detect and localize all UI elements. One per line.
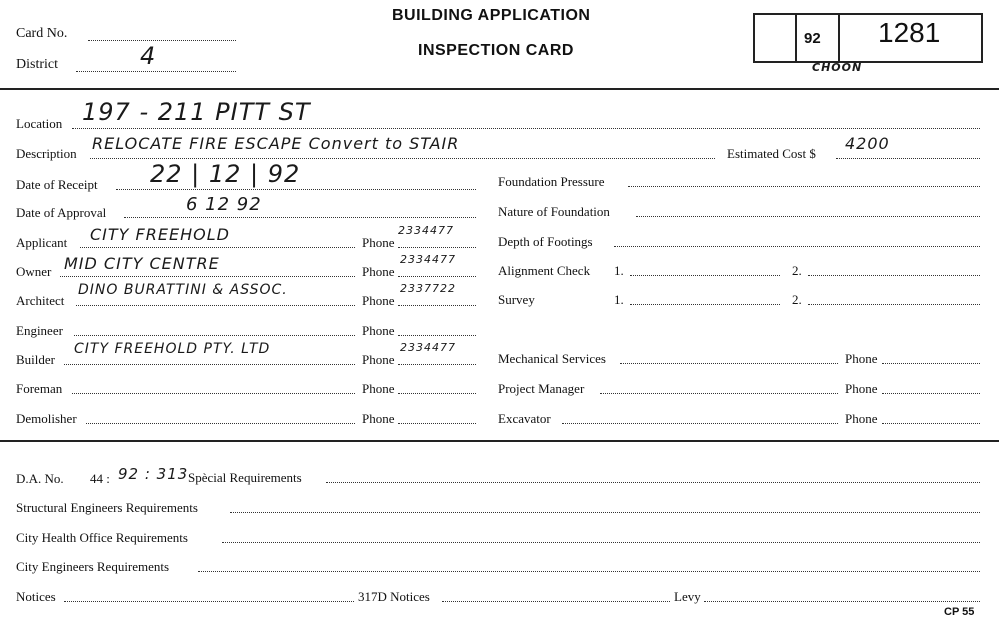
project-manager-field[interactable]	[600, 393, 838, 394]
middle-rule	[0, 440, 999, 442]
location-value: 197 - 211 PITT ST	[82, 98, 311, 126]
mechanical-field[interactable]	[620, 363, 838, 364]
depth-footings-field[interactable]	[614, 246, 980, 247]
date-receipt-field[interactable]	[116, 189, 476, 190]
city-engineers-field[interactable]	[198, 571, 980, 572]
levy-field[interactable]	[704, 601, 980, 602]
box-divider-2	[838, 13, 840, 61]
project-manager-phone-label: Phone	[845, 381, 878, 396]
initials: CHOON	[812, 61, 863, 74]
alignment-num-2: 2.	[792, 263, 802, 278]
box-divider-1	[795, 13, 797, 61]
excavator-label: Excavator	[498, 411, 551, 426]
foreman-label: Foreman	[16, 381, 63, 396]
foreman-phone-label: Phone	[362, 381, 395, 396]
applicant-phone-label: Phone	[362, 235, 395, 250]
description-value: RELOCATE FIRE ESCAPE Convert to STAIR	[92, 134, 460, 153]
date-approval-value: 6 12 92	[186, 194, 262, 215]
engineer-phone-label: Phone	[362, 323, 395, 338]
notices-label: Notices	[16, 589, 56, 604]
date-approval-label: Date of Approval	[16, 205, 107, 220]
structural-field[interactable]	[230, 512, 980, 513]
district-value: 4	[140, 42, 157, 70]
project-manager-phone-field[interactable]	[882, 393, 980, 394]
architect-value: DINO BURATTINI & ASSOC.	[78, 282, 288, 298]
architect-phone-value: 2337722	[400, 282, 456, 295]
builder-phone-value: 2334477	[400, 341, 456, 354]
card-number: 1281	[878, 17, 941, 48]
architect-phone-field[interactable]	[398, 305, 476, 306]
da-value: 92 : 313	[118, 465, 189, 483]
alignment-check-label: Alignment Check	[498, 263, 591, 278]
estimated-cost-value: 4200	[845, 134, 890, 153]
survey-num-2: 2.	[792, 292, 802, 307]
estimated-cost-label: Estimated Cost $	[727, 146, 816, 161]
title-inspection-card: INSPECTION CARD	[418, 42, 574, 59]
top-rule	[0, 88, 999, 90]
date-receipt-value: 22 | 12 | 92	[150, 160, 301, 188]
description-label: Description	[16, 146, 77, 161]
title-building-application: BUILDING APPLICATION	[392, 7, 591, 24]
date-receipt-label: Date of Receipt	[16, 177, 98, 192]
engineer-label: Engineer	[16, 323, 63, 338]
health-label: City Health Office Requirements	[16, 530, 188, 545]
structural-label: Structural Engineers Requirements	[16, 500, 198, 515]
builder-value: CITY FREEHOLD PTY. LTD	[74, 341, 271, 357]
district-label: District	[16, 57, 58, 72]
foundation-pressure-field[interactable]	[628, 186, 980, 187]
applicant-value: CITY FREEHOLD	[90, 225, 230, 244]
engineer-field[interactable]	[74, 335, 355, 336]
builder-label: Builder	[16, 352, 55, 367]
applicant-phone-field[interactable]	[398, 247, 476, 248]
nature-foundation-field[interactable]	[636, 216, 980, 217]
survey-field-1[interactable]	[630, 304, 780, 305]
excavator-phone-field[interactable]	[882, 423, 980, 424]
owner-phone-value: 2334477	[400, 253, 456, 266]
card-year: 92	[804, 30, 821, 47]
mechanical-phone-label: Phone	[845, 351, 878, 366]
foreman-phone-field[interactable]	[398, 393, 476, 394]
owner-phone-field[interactable]	[398, 276, 476, 277]
mechanical-label: Mechanical Services	[498, 351, 606, 366]
depth-footings-label: Depth of Footings	[498, 234, 593, 249]
project-manager-label: Project Manager	[498, 381, 585, 396]
location-field[interactable]	[72, 128, 980, 129]
notices-field[interactable]	[64, 601, 354, 602]
foreman-field[interactable]	[72, 393, 355, 394]
card-no-field[interactable]	[88, 40, 236, 41]
notices-317d-label: 317D Notices	[358, 589, 430, 604]
city-engineers-label: City Engineers Requirements	[16, 559, 170, 574]
architect-label: Architect	[16, 293, 65, 308]
date-approval-field[interactable]	[124, 217, 476, 218]
health-field[interactable]	[222, 542, 980, 543]
applicant-label: Applicant	[16, 235, 68, 250]
demolisher-label: Demolisher	[16, 411, 77, 426]
demolisher-phone-label: Phone	[362, 411, 395, 426]
excavator-phone-label: Phone	[845, 411, 878, 426]
mechanical-phone-field[interactable]	[882, 363, 980, 364]
alignment-num-1: 1.	[614, 263, 624, 278]
special-requirements-label: Spècial Requirements	[188, 470, 302, 485]
nature-foundation-label: Nature of Foundation	[498, 204, 610, 219]
builder-phone-field[interactable]	[398, 364, 476, 365]
engineer-phone-field[interactable]	[398, 335, 476, 336]
alignment-check-field-1[interactable]	[630, 275, 780, 276]
card-number-box	[753, 13, 983, 63]
special-requirements-field[interactable]	[326, 482, 980, 483]
levy-label: Levy	[674, 589, 701, 604]
card-no-label: Card No.	[16, 26, 68, 41]
applicant-phone-value: 2334477	[398, 224, 454, 237]
demolisher-phone-field[interactable]	[398, 423, 476, 424]
owner-label: Owner	[16, 264, 52, 279]
notices-317d-field[interactable]	[442, 601, 670, 602]
form-code: CP 55	[944, 606, 975, 618]
architect-phone-label: Phone	[362, 293, 395, 308]
da-label: D.A. No.	[16, 471, 64, 486]
description-field[interactable]	[90, 158, 715, 159]
survey-num-1: 1.	[614, 292, 624, 307]
applicant-field[interactable]	[80, 247, 355, 248]
excavator-field[interactable]	[562, 423, 838, 424]
architect-field[interactable]	[76, 305, 355, 306]
owner-phone-label: Phone	[362, 264, 395, 279]
demolisher-field[interactable]	[86, 423, 355, 424]
builder-field[interactable]	[64, 364, 355, 365]
foundation-pressure-label: Foundation Pressure	[498, 174, 605, 189]
da-prefix: 44 :	[90, 471, 110, 486]
builder-phone-label: Phone	[362, 352, 395, 367]
district-field[interactable]	[76, 71, 236, 72]
survey-label: Survey	[498, 292, 535, 307]
owner-value: MID CITY CENTRE	[64, 254, 220, 273]
owner-field[interactable]	[60, 276, 355, 277]
alignment-check-field-2[interactable]	[808, 275, 980, 276]
survey-field-2[interactable]	[808, 304, 980, 305]
location-label: Location	[16, 116, 63, 131]
estimated-cost-field[interactable]	[836, 158, 980, 159]
